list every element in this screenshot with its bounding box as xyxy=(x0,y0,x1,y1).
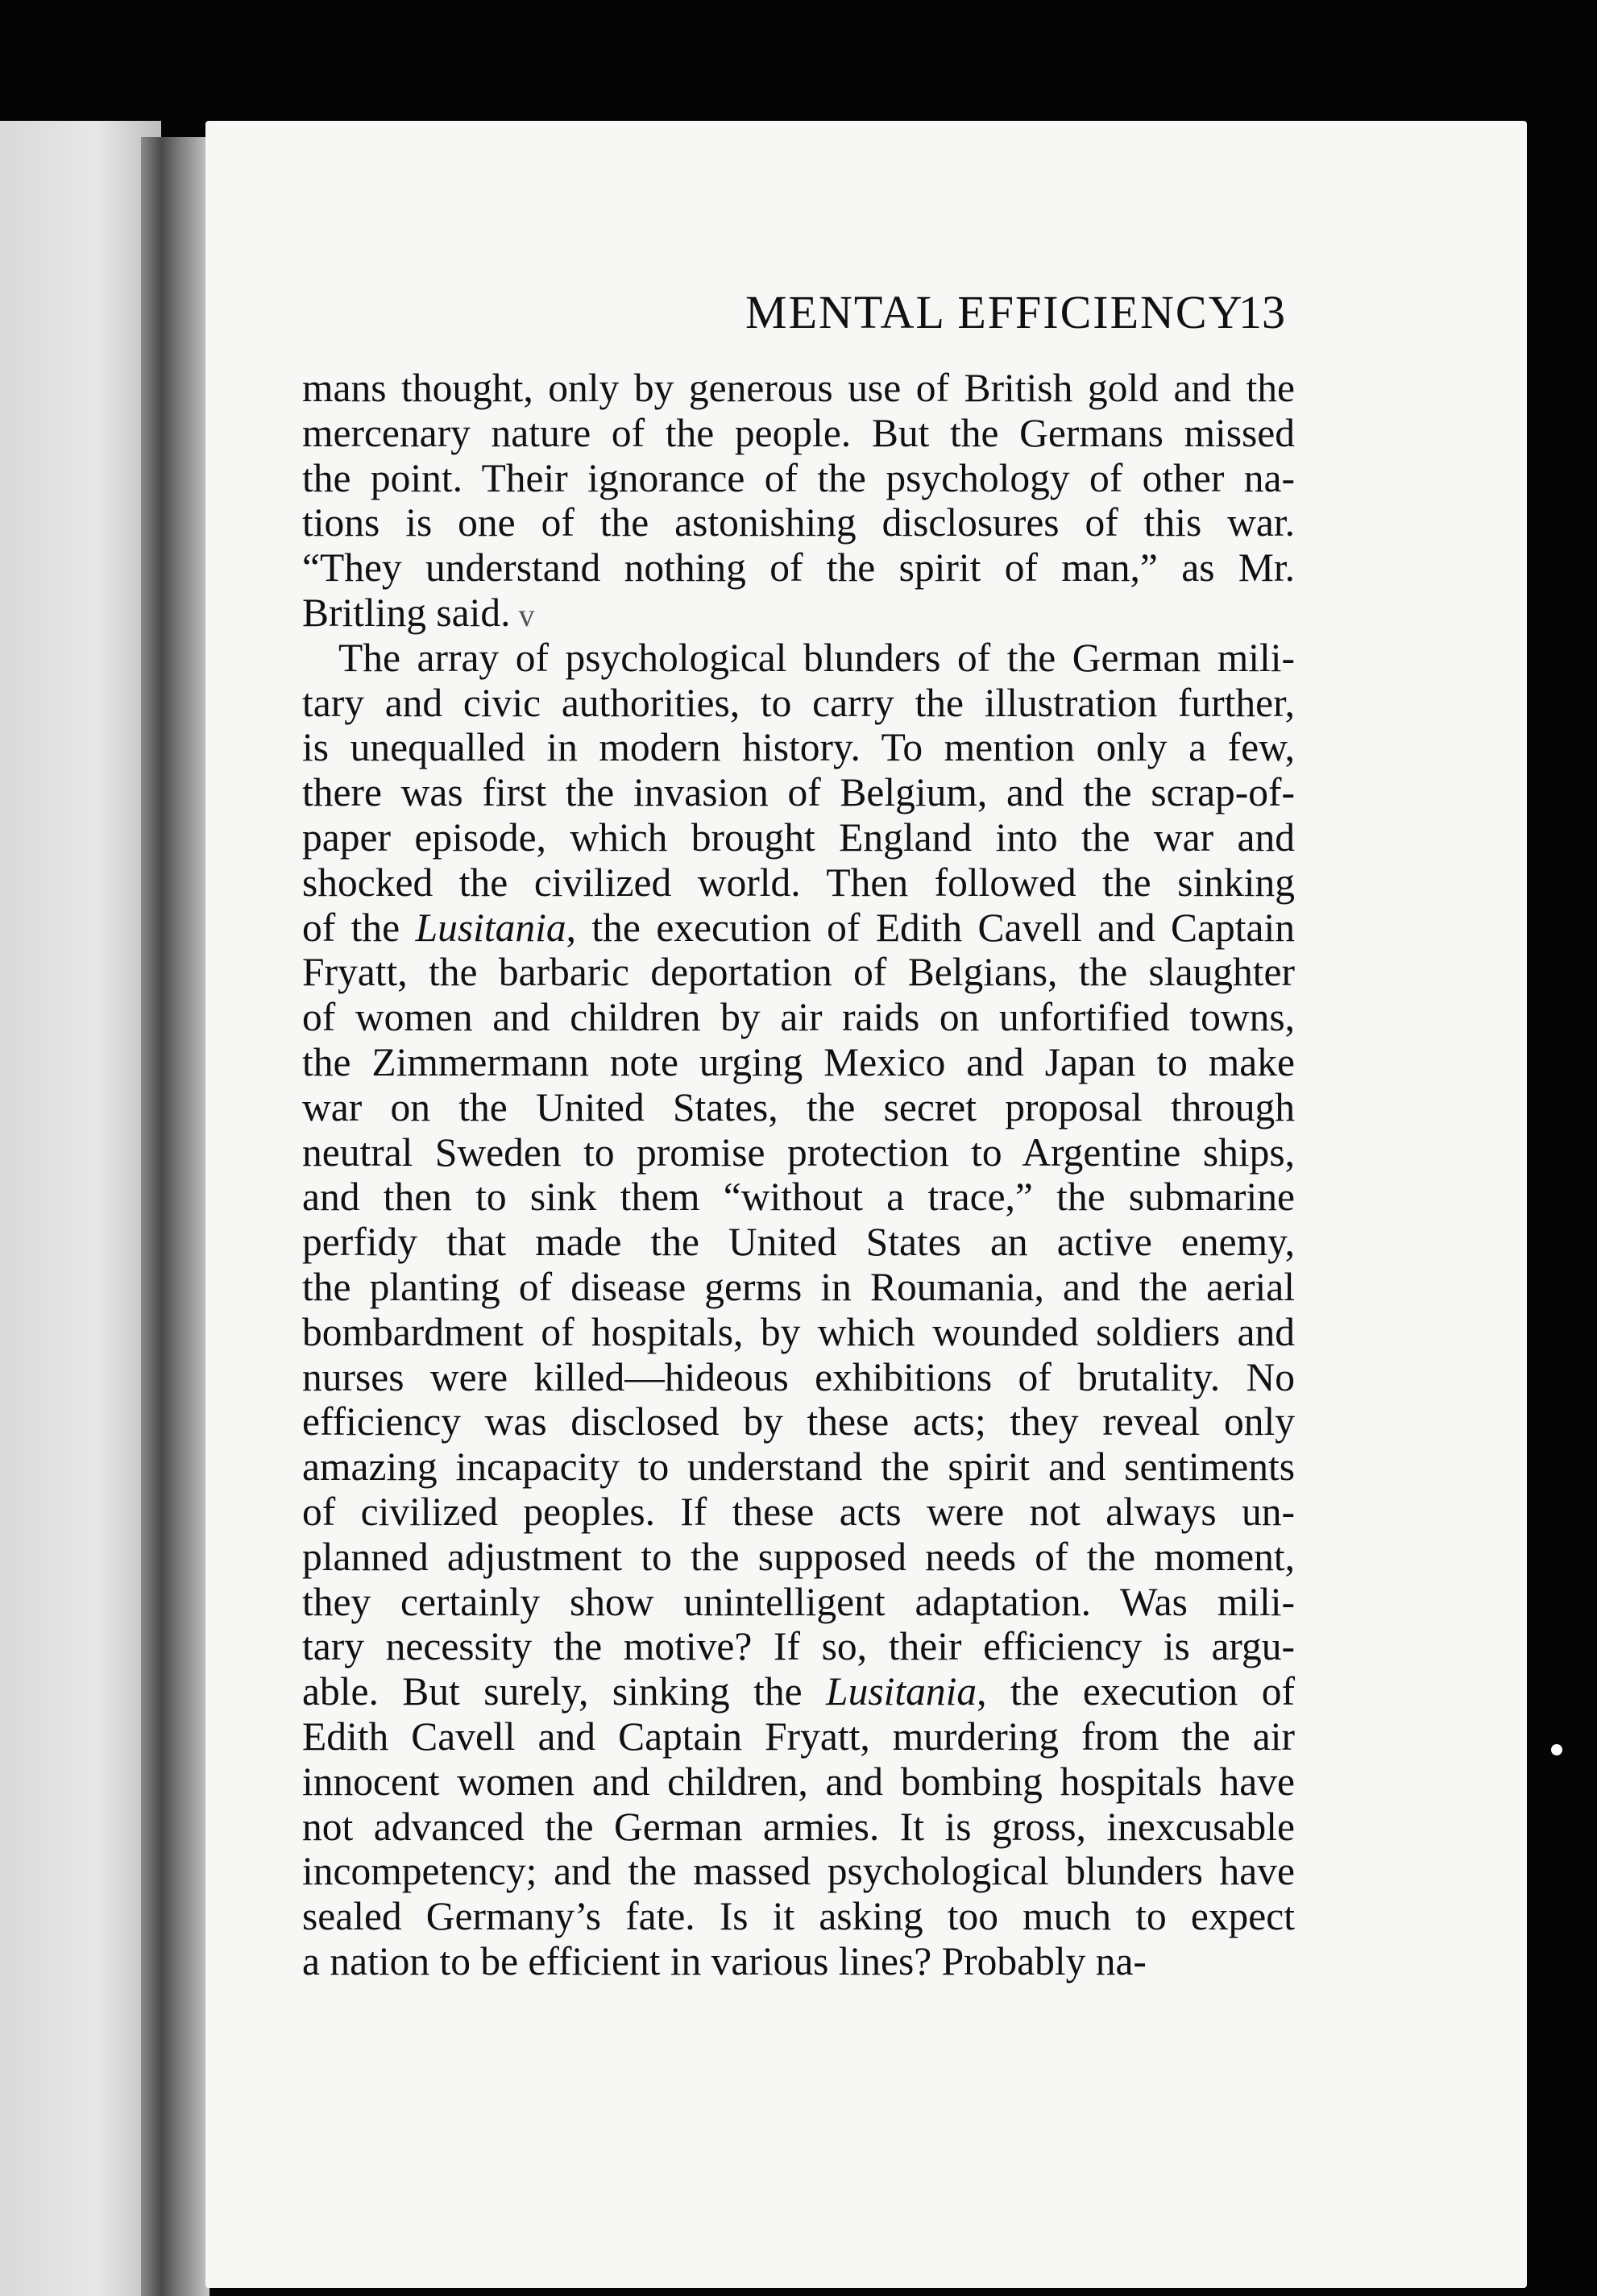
pencil-mark: v xyxy=(510,596,535,633)
page-header xyxy=(205,285,1527,350)
running-title: MENTAL EFFICIENCY xyxy=(745,286,1244,338)
book-page xyxy=(205,121,1527,2288)
book-spine xyxy=(141,137,209,2296)
text-line: shocked the civilized world. Then followed the sinking xyxy=(302,860,1295,905)
text-line: incompetency; and the massed psychological blunders have xyxy=(302,1849,1295,1894)
text-line: the planting of disease germs in Roumania, and the aerial xyxy=(302,1264,1295,1309)
text-line: not advanced the German armies. It is gross, inexcusable xyxy=(302,1804,1295,1849)
text-line: sealed Germany’s fate. Is it asking too much to expect xyxy=(302,1894,1295,1939)
text-line: tary and civic authorities, to carry the illustration further, xyxy=(302,680,1295,725)
text-line: neutral Sweden to promise protection to Argentine ships, xyxy=(302,1129,1295,1175)
text-line: of civilized peoples. If these acts were not always un- xyxy=(302,1489,1295,1534)
text-line: tions is one of the astonishing disclosures of this war. xyxy=(302,500,1295,545)
text-line: mercenary nature of the people. But the Germans missed xyxy=(302,410,1295,455)
margin-speck xyxy=(1551,1744,1562,1755)
text-line: of women and children by air raids on unfortified towns, xyxy=(302,995,1295,1040)
text-line: the Zimmermann note urging Mexico and Japan to make xyxy=(302,1039,1295,1084)
text-line: mans thought, only by generous use of British gold and the xyxy=(302,366,1295,410)
text-line: Edith Cavell and Captain Fryatt, murdering from the air xyxy=(302,1714,1295,1759)
text-line: the point. Their ignorance of the psychology of other na- xyxy=(302,455,1295,500)
text-line: there was first the invasion of Belgium, and the scrap-of- xyxy=(302,770,1295,815)
italic-title: Lusitania xyxy=(826,1669,977,1714)
text-line: Britling said. v xyxy=(302,590,535,635)
text-line: “They understand nothing of the spirit of man,” as Mr. xyxy=(302,545,1295,591)
text-line: The array of psychological blunders of the German mili- xyxy=(338,635,1295,680)
text-line: and then to sink them “without a trace,” the submarine xyxy=(302,1175,1295,1220)
italic-title: Lusitania xyxy=(415,905,566,950)
text-line: innocent women and children, and bombing hospitals have xyxy=(302,1759,1295,1804)
text-line: amazing incapacity to understand the spirit and sentiments xyxy=(302,1444,1295,1490)
text-line: able. But surely, sinking the Lusitania, the execution of xyxy=(302,1669,1296,1714)
facing-page-edge xyxy=(0,121,161,2296)
text-line: nurses were killed—hideous exhibitions of brutality. No xyxy=(302,1354,1295,1399)
text-line: war on the United States, the secret proposal through xyxy=(302,1084,1295,1129)
text-line: Fryatt, the barbaric deportation of Belgians, the slaughter xyxy=(302,950,1295,995)
text-line: planned adjustment to the supposed needs of the moment, xyxy=(302,1534,1295,1579)
text-line: perfidy that made the United States an active enemy, xyxy=(302,1220,1295,1265)
text-line: they certainly show unintelligent adaptation. Was mili- xyxy=(302,1579,1295,1624)
text-line: bombardment of hospitals, by which wounded soldiers and xyxy=(302,1309,1295,1354)
body-text xyxy=(302,366,1295,1984)
page-number: 13 xyxy=(1238,286,1285,338)
text-line: efficiency was disclosed by these acts; they reveal only xyxy=(302,1399,1295,1444)
text-line: tary necessity the motive? If so, their efficiency is argu- xyxy=(302,1624,1295,1669)
text-line: a nation to be efficient in various lines? Probably na- xyxy=(302,1938,1147,1983)
text-line: of the Lusitania, the execution of Edith Cavell and Captain xyxy=(302,905,1295,950)
text-line: paper episode, which brought England into the war and xyxy=(302,814,1295,860)
text-line: is unequalled in modern history. To mention only a few, xyxy=(302,725,1295,770)
